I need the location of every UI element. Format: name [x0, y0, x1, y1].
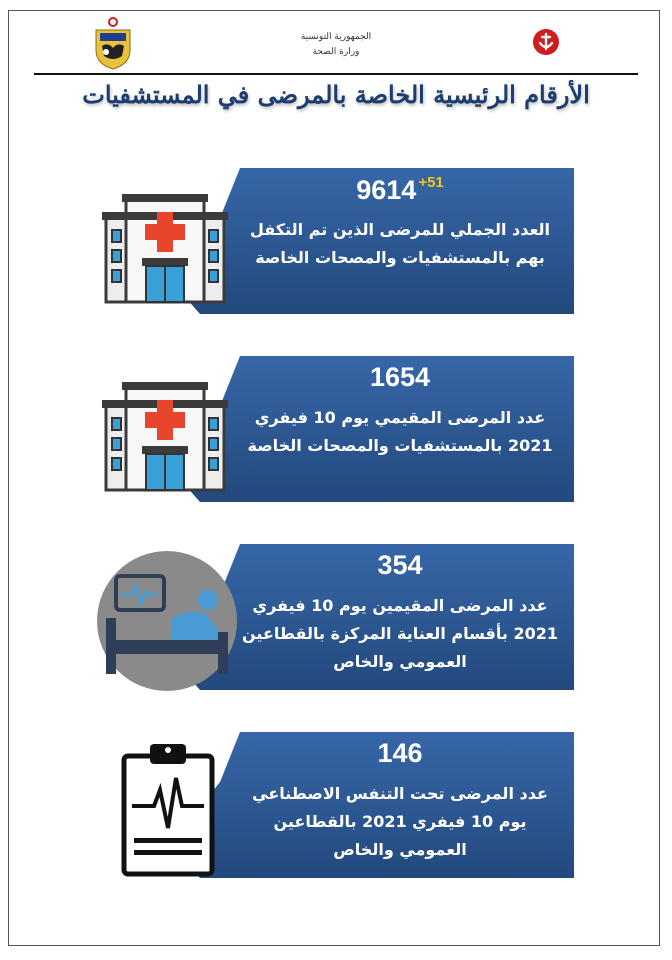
ministry-label: وزارة الصحة: [312, 47, 360, 57]
stat-card-total-patients: [100, 168, 574, 314]
icu-bed-icon: [94, 548, 240, 694]
stat-delta: +51: [418, 174, 444, 191]
tunisia-coat-of-arms-icon: [92, 16, 134, 70]
stat-description: عدد المرضى تحت التنفس الاصطناعي يوم 10 فيفري 2021 بالقطاعين العمومي والخاص: [252, 784, 548, 859]
stat-card-ventilation: [100, 732, 574, 878]
header-divider: [34, 73, 638, 75]
stat-value: 9614 $^{+51}$: [356, 174, 444, 205]
republic-label: الجمهورية التونسية: [300, 32, 372, 42]
stat-value: 146: [377, 738, 423, 768]
hospital-icon: [100, 192, 230, 304]
header: [0, 0, 672, 80]
stat-description: عدد المرضى المقيمي يوم 10 فيفري 2021 بالمستشفيات والمصحات الخاصة: [247, 408, 553, 455]
hospital-icon: [100, 380, 230, 492]
stat-value: 1654: [369, 362, 431, 392]
stat-card-hospitalized: [100, 356, 574, 502]
stat-card-icu: [100, 544, 574, 690]
ministry-heading: [236, 30, 436, 60]
page-title: الأرقام الرئيسية الخاصة بالمرضى في المستشفيات: [82, 80, 590, 109]
stat-value: 354: [377, 550, 423, 580]
clipboard-ecg-icon: [118, 738, 218, 878]
health-ministry-logo-icon: [532, 28, 560, 56]
stat-description: عدد المرضى المقيمين يوم 10 فيفري 2021 بأقسام العناية المركزة بالقطاعين العمومي والخاص: [242, 596, 558, 671]
stat-description: العدد الجملي للمرضى الذين تم التكفل بهم بالمستشفيات والمصحات الخاصة: [250, 220, 550, 267]
